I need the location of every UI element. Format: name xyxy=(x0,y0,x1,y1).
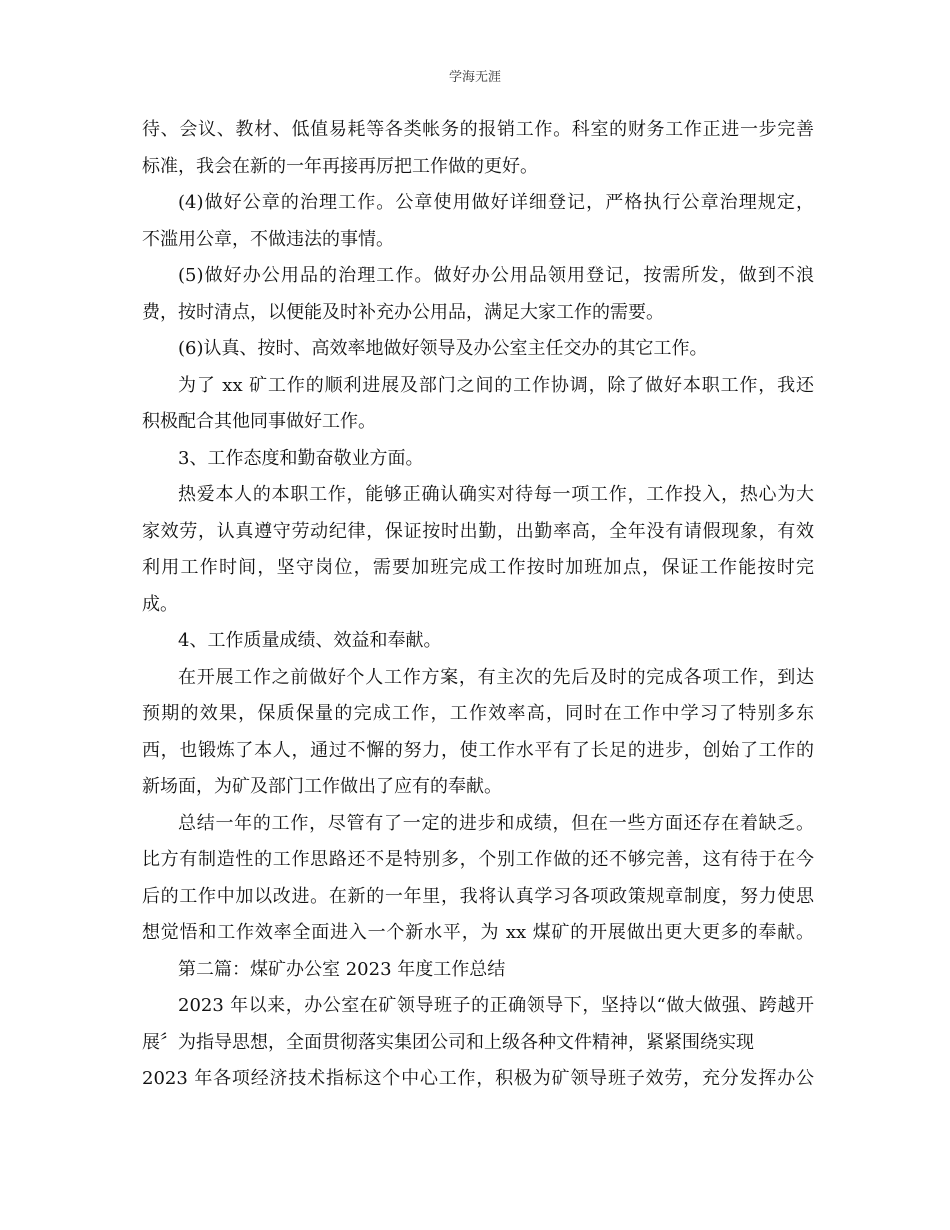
text-line: 为了 xx 矿工作的顺利进展及部门之间的工作协调，除了做好本职工作，我还 xyxy=(178,374,814,396)
text-line: 展〞为指导思想，全面贯彻落实集团公司和上级各种文件精神，紧紧围绕实现 xyxy=(142,1031,754,1053)
text-line: 新场面，为矿及部门工作做出了应有的奉献。 xyxy=(142,776,502,797)
text-line: 比方有制造性的工作思路还不是特别多，个别工作做的还不够完善，这有待于在今 xyxy=(142,849,814,870)
section-heading: 第二篇：煤矿办公室 2023 年度工作总结 xyxy=(178,958,506,980)
text-line: 想觉悟和工作效率全面进入一个新水平，为 xx 煤矿的开展做出更大更多的奉献。 xyxy=(142,922,814,943)
section-heading: 4、工作质量成绩、效益和奉献。 xyxy=(178,630,442,651)
section-heading: 3、工作态度和勤奋敬业方面。 xyxy=(178,447,424,469)
text-line: 预期的效果，保质保量的完成工作，工作效率高，同时在工作中学习了特别多东 xyxy=(142,703,814,724)
text-line: 2023 年各项经济技术指标这个中心工作，积极为矿领导班子效劳，充分发挥办公 xyxy=(142,1068,814,1089)
text-line: 标准，我会在新的一年再接再厉把工作做的更好。 xyxy=(142,155,538,177)
text-line: (5)做好办公用品的治理工作。做好办公用品领用登记，按需所发，做到不浪 xyxy=(178,265,814,286)
text-line: (6)认真、按时、高效率地做好领导及办公室主任交办的其它工作。 xyxy=(178,338,708,359)
text-line: 在开展工作之前做好个人工作方案，有主次的先后及时的完成各项工作，到达 xyxy=(178,666,814,688)
document-body xyxy=(142,112,814,1098)
text-line: (4)做好公章的治理工作。公章使用做好详细登记，严格执行公章治理规定， xyxy=(178,192,814,213)
text-line: 不滥用公章，不做违法的事情。 xyxy=(142,228,394,250)
text-line: 成。 xyxy=(142,593,178,615)
text-line: 2023 年以来，办公室在矿领导班子的正确领导下，坚持以“做大做强、跨越开 xyxy=(178,995,814,1016)
text-line: 家效劳，认真遵守劳动纪律，保证按时出勤，出勤率高，全年没有请假现象，有效 xyxy=(142,520,814,542)
text-line: 后的工作中加以改进。在新的一年里，我将认真学习各项政策规章制度，努力使思 xyxy=(142,885,814,907)
text-line: 积极配合其他同事做好工作。 xyxy=(142,411,376,432)
text-line: 待、会议、教材、低值易耗等各类帐务的报销工作。科室的财务工作正进一步完善 xyxy=(142,119,814,140)
text-line: 总结一年的工作，尽管有了一定的进步和成绩，但在一些方面还存在着缺乏。 xyxy=(178,812,814,834)
text-line: 利用工作时间，坚守岗位，需要加班完成工作按时加班加点，保证工作能按时完 xyxy=(142,557,814,578)
text-line: 西，也锻炼了本人，通过不懈的努力，使工作水平有了长足的进步，创始了工作的 xyxy=(142,739,814,761)
text-line: 费，按时清点，以便能及时补充办公用品，满足大家工作的需要。 xyxy=(142,301,664,323)
page-header: 学海无涯 xyxy=(448,70,501,85)
text-line: 热爱本人的本职工作，能够正确认确实对待每一项工作，工作投入，热心为大 xyxy=(178,484,814,505)
